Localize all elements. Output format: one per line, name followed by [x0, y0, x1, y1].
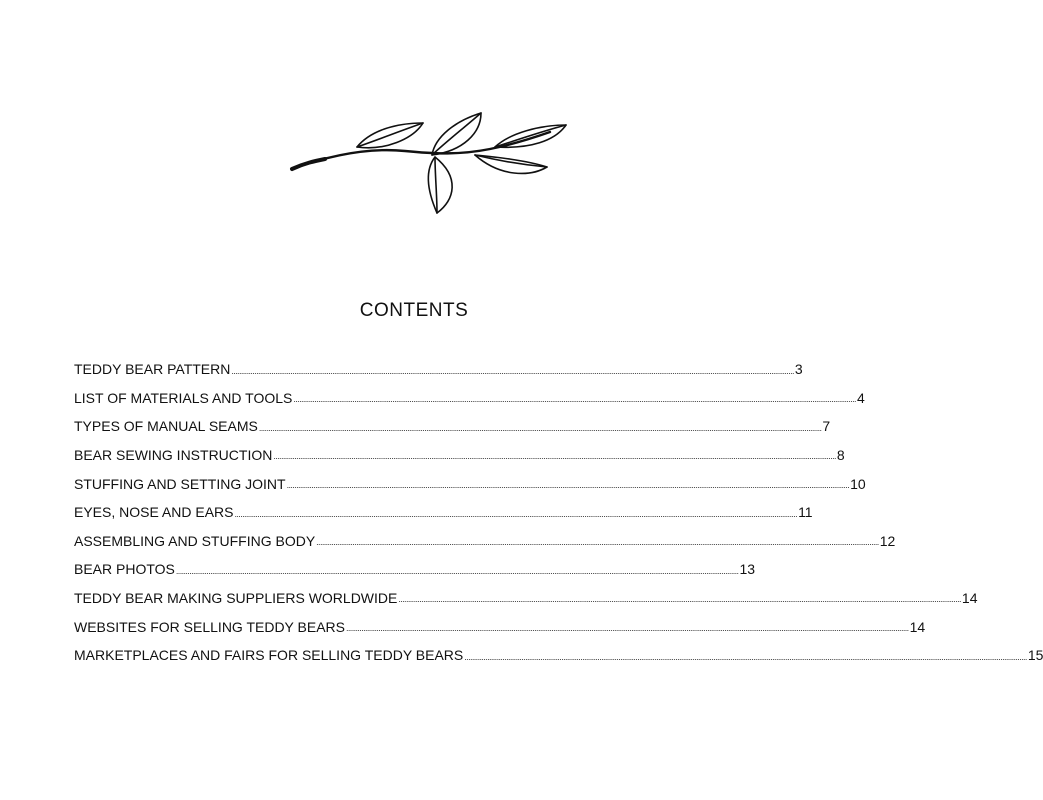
toc-page-number: 4	[856, 389, 865, 406]
toc-entry-title: TYPES OF MANUAL SEAMS	[74, 418, 258, 435]
toc-leader-dots: ........................................................................................................................................................................................................................................................................................................	[398, 594, 961, 605]
toc-leader-dots: ........................................................................................................................................................................................................................................................................................................	[286, 479, 850, 490]
toc-page-number: 7	[822, 418, 831, 435]
toc-entry[interactable]	[74, 555, 756, 584]
toc-entry[interactable]	[74, 355, 803, 384]
toc-leader-dots: ........................................................................................................................................................................................................................................................................................................	[464, 651, 1027, 662]
toc-entry[interactable]	[74, 612, 926, 641]
toc-entry-title: ASSEMBLING AND STUFFING BODY	[74, 532, 316, 549]
toc-leader-dots: ........................................................................................................................................................................................................................................................................................................	[316, 537, 879, 548]
toc-leader-dots: ........................................................................................................................................................................................................................................................................................................	[258, 422, 822, 433]
toc-entry-title: TEDDY BEAR MAKING SUPPLIERS WORLDWIDE	[74, 590, 398, 607]
toc-page-number: 14	[909, 618, 926, 635]
toc-leader-dots: ........................................................................................................................................................................................................................................................................................................	[273, 451, 836, 462]
toc-leader-dots: ........................................................................................................................................................................................................................................................................................................	[234, 508, 798, 519]
toc-entry-title: BEAR PHOTOS	[74, 561, 175, 578]
toc-leader-dots: ........................................................................................................................................................................................................................................................................................................	[293, 394, 856, 405]
toc-entry-title: LIST OF MATERIALS AND TOOLS	[74, 389, 293, 406]
toc-page-number: 13	[739, 561, 756, 578]
toc-page-number: 15	[1027, 647, 1043, 664]
toc-page-number: 8	[836, 447, 845, 464]
toc-entry[interactable]	[74, 469, 866, 498]
toc-entry[interactable]	[74, 441, 845, 470]
toc-page-number: 3	[794, 361, 803, 378]
toc-entry-title: WEBSITES FOR SELLING TEDDY BEARS	[74, 618, 345, 635]
toc-leader-dots: ........................................................................................................................................................................................................................................................................................................	[346, 622, 909, 633]
leaf-branch-icon	[285, 105, 575, 225]
toc-entry[interactable]	[74, 527, 896, 556]
toc-entry-title: TEDDY BEAR PATTERN	[74, 361, 231, 378]
toc-entry[interactable]	[74, 384, 865, 413]
toc-entry-title: EYES, NOSE AND EARS	[74, 504, 234, 521]
contents-heading: CONTENTS	[359, 300, 469, 321]
toc-entry-title: MARKETPLACES AND FAIRS FOR SELLING TEDDY BEARS	[74, 647, 464, 664]
toc-leader-dots: ........................................................................................................................................................................................................................................................................................................	[175, 565, 739, 576]
table-of-contents	[74, 355, 1043, 670]
toc-entry[interactable]	[74, 584, 978, 613]
toc-leader-dots: ........................................................................................................................................................................................................................................................................................................	[231, 365, 794, 376]
toc-entry-title: STUFFING AND SETTING JOINT	[74, 475, 286, 492]
toc-entry[interactable]	[74, 641, 1043, 670]
toc-page-number: 11	[798, 504, 813, 521]
toc-entry[interactable]	[74, 498, 813, 527]
toc-page-number: 12	[879, 532, 896, 549]
toc-page-number: 14	[961, 590, 978, 607]
toc-page-number: 10	[850, 475, 866, 492]
toc-entry[interactable]	[74, 412, 831, 441]
toc-entry-title: BEAR SEWING INSTRUCTION	[74, 447, 273, 464]
